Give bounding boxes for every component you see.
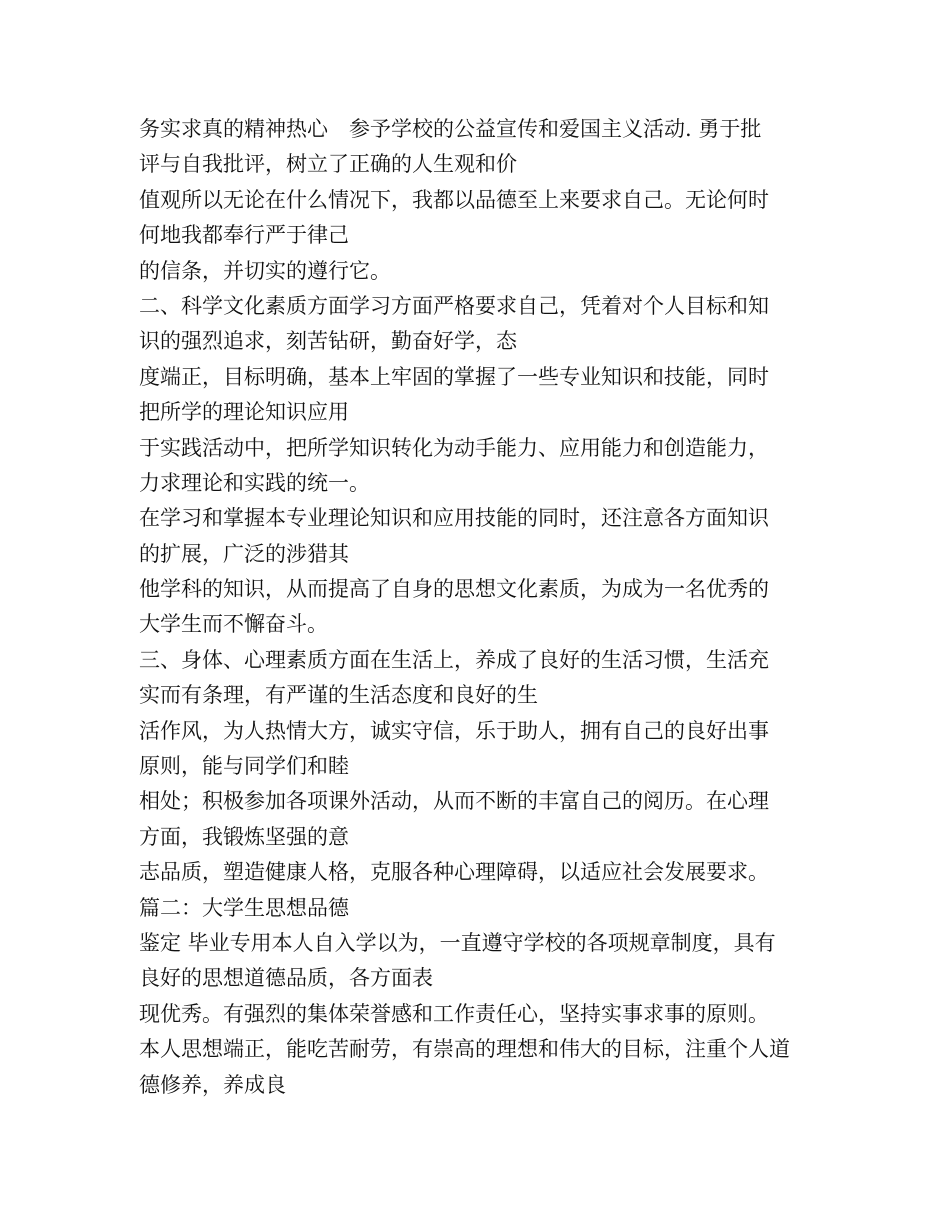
- text-line: 把所学的理论知识应用: [139, 400, 349, 425]
- text-line: 志品质，塑造健康人格，克服各种心理障碍，以适应社会发展要求。: [139, 860, 769, 885]
- text-line: 的信条，并切实的遵行它。: [139, 258, 391, 283]
- text-line: 他学科的知识，从而提高了自身的思想文化素质，为成为一名优秀的: [139, 577, 769, 602]
- section-heading: 篇二：大学生思想品德: [139, 895, 349, 920]
- text-line: 原则，能与同学们和睦: [139, 754, 349, 779]
- text-line: 鉴定 毕业专用本人自入学以为，一直遵守学校的各项规章制度，具有: [139, 930, 776, 955]
- text-line: 何地我都奉行严于律己: [139, 223, 349, 248]
- text-line: 力求理论和实践的统一。: [139, 470, 370, 495]
- text-line: 大学生而不懈奋斗。: [139, 612, 328, 637]
- text-line: 方面，我锻炼坚强的意: [139, 824, 349, 849]
- text-line: 相处；积极参加各项课外活动，从而不断的丰富自己的阅历。在心理: [139, 789, 769, 814]
- text-line: 于实践活动中，把所学知识转化为动手能力、应用能力和创造能力，: [139, 435, 769, 460]
- text-line: 在学习和掌握本专业理论知识和应用技能的同时，还注意各方面知识: [139, 506, 769, 531]
- text-line: 活作风，为人热情大方，诚实守信，乐于助人，拥有自己的良好出事: [139, 718, 769, 743]
- text-line: 度端正，目标明确，基本上牢固的掌握了一些专业知识和技能，同时: [139, 364, 769, 389]
- text-line: 识的强烈追求，刻苦钻研，勤奋好学，态: [139, 329, 517, 354]
- text-line: 本人思想端正，能吃苦耐劳，有崇高的理想和伟大的目标，注重个人道: [139, 1037, 790, 1062]
- text-line: 务实求真的精神热心 参予学校的公益宣传和爱国主义活动. 勇于批: [139, 117, 762, 141]
- body-text: [139, 112, 819, 1103]
- text-line: 实而有条理，有严谨的生活态度和良好的生: [139, 683, 538, 708]
- text-line: 良好的思想道德品质，各方面表: [139, 966, 433, 991]
- text-line: 的扩展，广泛的涉猎其: [139, 541, 349, 566]
- text-line: 二、科学文化素质方面学习方面严格要求自己，凭着对个人目标和知: [139, 293, 769, 318]
- text-line: 三、身体、心理素质方面在生活上，养成了良好的生活习惯，生活充: [139, 647, 769, 672]
- text-line: 现优秀。有强烈的集体荣誉感和工作责任心，坚持实事求事的原则。: [139, 1001, 769, 1026]
- text-line: 值观所以无论在什么情况下，我都以品德至上来要求自己。无论何时: [139, 187, 769, 212]
- text-line: 评与自我批评，树立了正确的人生观和价: [139, 152, 517, 177]
- text-line: 德修养，养成良: [139, 1072, 286, 1097]
